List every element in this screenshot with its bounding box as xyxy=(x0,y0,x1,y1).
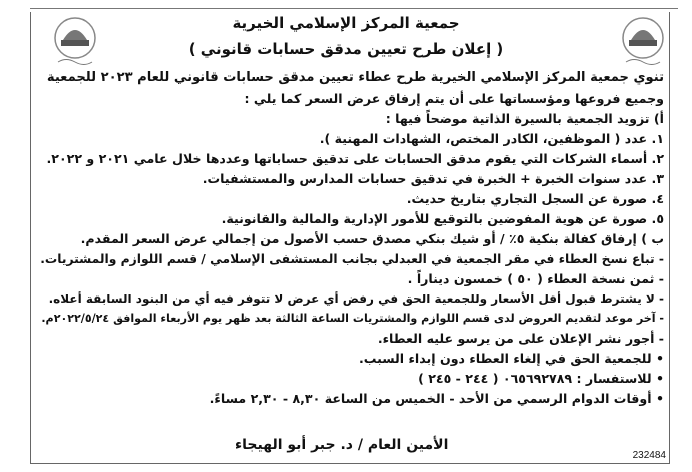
org-name: جمعية المركز الإسلامي الخيرية xyxy=(232,14,460,32)
dash-item: - أجور نشر الإعلان على من يرسو عليه العطاء. xyxy=(377,331,664,346)
intro-line-2: وجميع فروعها ومؤسساتها على أن يتم إرفاق عرض السعر كما يلي : xyxy=(244,91,664,106)
bullet-item: • للاستفسار : ٠٦٥٦٩٢٧٨٩ ( ٢٤٤ - ٢٤٥ ) xyxy=(418,371,664,386)
section-a: أ) تزويد الجمعية بالسيرة الذاتية موضحاً فيها : xyxy=(385,111,664,126)
list-item: ٥. صورة عن هوية المفوضين بالتوقيع للأمور الإدارية والمالية والقانونية. xyxy=(221,211,664,226)
bullet-item: • أوقات الدوام الرسمي من الأحد - الخميس من الساعة ٨,٣٠ - ٢,٣٠ مساءً. xyxy=(209,391,664,406)
section-b: ب ) إرفاق كفالة بنكية ٥٪ / أو شيك بنكي مصدق حسب الأصول من إجمالي عرض السعر المقدم. xyxy=(80,231,664,246)
dash-item: - تباع نسخ العطاء في مقر الجمعية في العبدلي بجانب المستشفى الإسلامي / قسم اللوازم والمشتريات. xyxy=(40,252,664,266)
list-item: ٤. صورة عن السجل التجاري بتاريخ حديث. xyxy=(406,191,664,206)
intro-line-1: تنوي جمعية المركز الإسلامي الخيرية طرح عطاء تعيين مدقق حسابات قانوني للعام ٢٠٢٣ للجمعية xyxy=(46,70,664,85)
dash-item: - لا يشترط قبول أقل الأسعار وللجمعية الحق في رفض أي عرض لا تتوفر فيه أي من البنود السابقة أعلاه. xyxy=(48,292,664,306)
dash-item: - ثمن نسخة العطاء ( ٥٠ ) خمسون ديناراً . xyxy=(407,271,664,286)
dash-item: - آخر موعد لتقديم العروض لدى قسم اللوازم والمشتريات الساعة الثالثة بعد ظهر يوم الأربعاء الموافق ٢٠٢٢/٥/٢٤م. xyxy=(41,312,664,325)
signature: الأمين العام / د. جبر أبو الهيجاء xyxy=(235,437,449,453)
list-item: ٣. عدد سنوات الخبرة + الخبرة في تدقيق حسابات المدارس والمستشفيات. xyxy=(202,171,664,186)
ad-number: 232484 xyxy=(632,450,666,461)
top-rule xyxy=(30,8,678,9)
list-item: ١. عدد ( الموظفين، الكادر المختص، الشهادات المهنية ). xyxy=(319,131,664,146)
bullet-item: • للجمعية الحق في إلغاء العطاء دون إبداء السبب. xyxy=(358,351,664,366)
announcement-title: ( إعلان طرح تعيين مدقق حسابات قانوني ) xyxy=(188,40,504,58)
list-item: ٢. أسماء الشركات التي يقوم مدقق الحسابات على تدقيق حساباتها وعددها خلال عامي ٢٠٢١ و ٢٠٢٢. xyxy=(46,151,664,166)
